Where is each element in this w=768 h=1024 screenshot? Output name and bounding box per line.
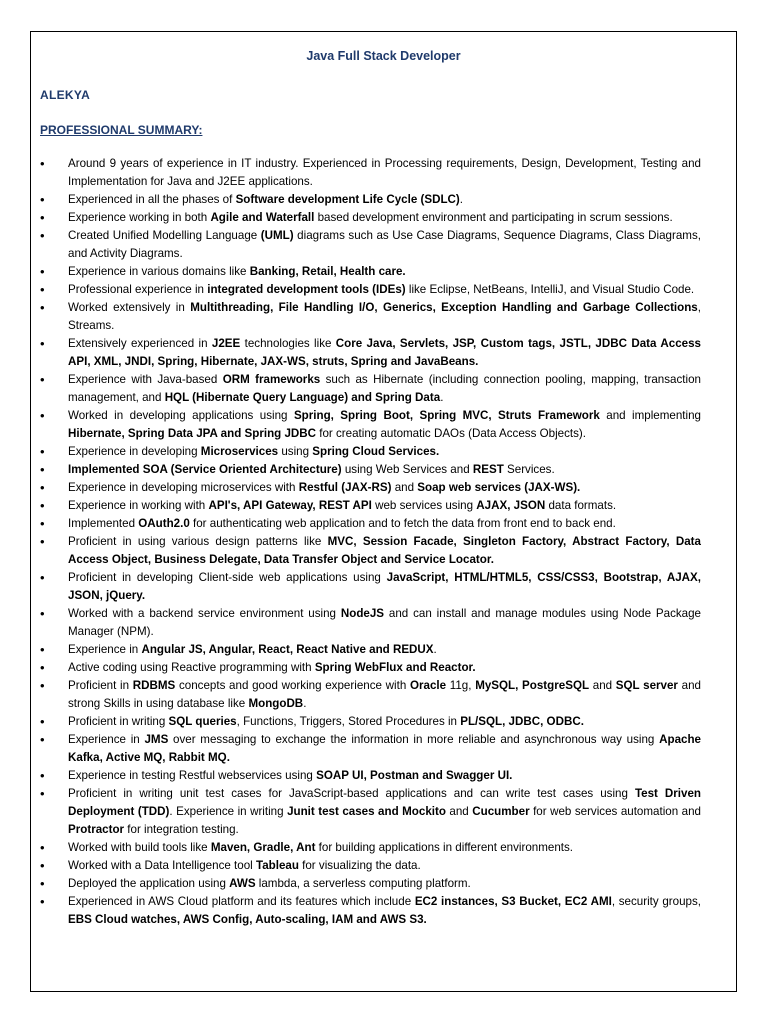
bullet-bold-text: EC2 instances, S3 Bucket, EC2 AMI <box>414 895 612 908</box>
bullet-text: Worked extensively in <box>68 301 191 314</box>
bullet-bold-text: PL/SQL, JDBC, ODBC. <box>460 715 584 728</box>
bullet-text: Active coding using Reactive programming with <box>68 661 315 674</box>
bullet-text: web services using <box>371 499 477 512</box>
bullet-bold-text: Multithreading, File Handling I/O, Generics, Exception Handling and Garbage Collections <box>190 301 698 314</box>
bullet-bold-text: Microservices <box>200 445 279 458</box>
bullet-bold-text: J2EE <box>211 337 241 350</box>
bullet-bold-text: RDBMS <box>132 679 176 692</box>
candidate-name: ALEKYA <box>40 88 91 102</box>
bullet-bold-text: MVC, Session Facade, Singleton Factory, Abstract Factory, Data Access Object, Business Delegate, Data Transfer Object and Service Locator. <box>68 535 701 566</box>
bullet-text: . <box>433 643 437 656</box>
bullet-text: Proficient in developing Client-side web applications using <box>68 571 387 584</box>
bullet-text: and <box>445 805 473 818</box>
bullet-text: Worked with a backend service environment using <box>68 607 341 620</box>
bullet-text: Worked with a Data Intelligence tool <box>68 859 256 872</box>
bullet-text: Services. <box>503 463 555 476</box>
bullet-text: Experience in working with <box>68 499 209 512</box>
bullet-text: Around 9 years of experience in IT industry. Experienced in Processing requirements, Design, Development, Testing and Implementation for Java and J2EE applications. <box>68 157 701 188</box>
bullet-bold-text: ORM frameworks <box>222 373 321 386</box>
bullet-bold-text: AWS <box>229 877 256 890</box>
summary-bullet <box>40 281 701 299</box>
bullet-text: diagrams such as Use Case Diagrams, Sequence Diagrams, Class Diagrams, and Activity Diagrams. <box>68 229 701 260</box>
bullet-text: using <box>278 445 313 458</box>
summary-bullet <box>40 713 701 731</box>
bullet-text: for visualizing the data. <box>298 859 421 872</box>
summary-bullet <box>40 155 701 191</box>
bullet-text: Experience working in both <box>68 211 211 224</box>
bullet-text: for authenticating web application and to fetch the data from front end to back end. <box>189 517 616 530</box>
bullet-bold-text: Maven, Gradle, Ant <box>210 841 316 854</box>
bullet-text: using Web Services and <box>341 463 473 476</box>
summary-bullet <box>40 461 701 479</box>
summary-bullet <box>40 497 701 515</box>
summary-bullet <box>40 335 701 371</box>
bullet-bold-text: Software development Life Cycle (SDLC) <box>235 193 460 206</box>
bullet-text: technologies like <box>240 337 336 350</box>
summary-bullet <box>40 659 701 677</box>
bullet-text: Extensively experienced in <box>68 337 212 350</box>
summary-bullet <box>40 227 701 263</box>
bullet-text: Worked in developing applications using <box>68 409 294 422</box>
summary-bullet <box>40 479 701 497</box>
bullet-bold-text: EBS Cloud watches, AWS Config, Auto-scaling, IAM and AWS S3. <box>68 913 427 926</box>
bullet-text: Worked with build tools like <box>68 841 211 854</box>
summary-bullet <box>40 191 701 209</box>
bullet-bold-text: integrated development tools (IDEs) <box>207 283 406 296</box>
bullet-bold-text: Junit test cases and Mockito <box>287 805 446 818</box>
bullet-bold-text: SQL server <box>615 679 678 692</box>
bullet-text: for integration testing. <box>124 823 239 836</box>
bullet-text: . <box>303 697 307 710</box>
bullet-text: , security groups, <box>611 895 702 908</box>
summary-bullet <box>40 767 701 785</box>
bullet-text: for web services automation and <box>529 805 702 818</box>
bullet-text: and <box>391 481 418 494</box>
bullet-text: and strong Skills in using database like <box>68 679 701 710</box>
summary-bullet <box>40 875 701 893</box>
bullet-text: , Functions, Triggers, Stored Procedures in <box>236 715 461 728</box>
bullet-text: for building applications in different environments. <box>315 841 574 854</box>
bullet-bold-text: Restful (JAX-RS) <box>298 481 392 494</box>
summary-bullet <box>40 515 701 533</box>
bullet-text: Implemented <box>68 517 139 530</box>
bullet-text: Proficient in writing unit test cases for JavaScript-based applications and can write test cases using <box>68 787 635 800</box>
bullet-text: , Streams. <box>68 301 701 332</box>
bullet-text: like Eclipse, NetBeans, IntelliJ, and Visual Studio Code. <box>405 283 695 296</box>
bullet-bold-text: SQL queries <box>168 715 237 728</box>
bullet-text: Experience in various domains like <box>68 265 250 278</box>
bullet-bold-text: Spring, Spring Boot, Spring MVC, Struts Framework <box>293 409 600 422</box>
bullet-text: over messaging to exchange the information in more reliable and asynchronous way using <box>168 733 660 746</box>
bullet-bold-text: Tableau <box>255 859 299 872</box>
summary-bullet <box>40 209 701 227</box>
bullet-text: Experienced in all the phases of <box>68 193 236 206</box>
bullet-bold-text: REST <box>472 463 504 476</box>
summary-bullet <box>40 443 701 461</box>
bullet-bold-text: HQL (Hibernate Query Language) and Spring Data <box>164 391 441 404</box>
bullet-bold-text: Spring WebFlux and Reactor. <box>314 661 476 674</box>
summary-bullet <box>40 605 701 641</box>
bullet-bold-text: Spring Cloud Services. <box>312 445 440 458</box>
bullet-bold-text: Protractor <box>68 823 125 836</box>
summary-bullet <box>40 299 701 335</box>
summary-bullet <box>40 731 701 767</box>
summary-bullet <box>40 677 701 713</box>
section-heading-professional-summary: PROFESSIONAL SUMMARY: <box>40 123 203 137</box>
bullet-text: and can install and manage modules using Node Package Manager (NPM). <box>68 607 702 638</box>
bullet-text: Experience in testing Restful webservices using <box>68 769 317 782</box>
summary-bullet <box>40 263 701 281</box>
bullet-text: such as Hibernate (including connection pooling, mapping, transaction management, and <box>68 373 701 404</box>
bullet-text: . <box>440 391 444 404</box>
bullet-text: Deployed the application using <box>68 877 230 890</box>
bullet-text: and <box>589 679 616 692</box>
bullet-bold-text: AJAX, JSON <box>476 499 546 512</box>
bullet-text: data formats. <box>545 499 617 512</box>
bullet-text: Experience in <box>68 643 142 656</box>
bullet-bold-text: Core Java, Servlets, JSP, Custom tags, JSTL, JDBC Data Access API, XML, JNDI, Spring, Hibernate, JAX-WS, struts, Spring and JavaBeans. <box>68 337 701 368</box>
summary-bullet <box>40 407 701 443</box>
bullet-text: Experience in developing <box>68 445 201 458</box>
document-title: Java Full Stack Developer <box>306 49 461 63</box>
bullet-text: Experienced in AWS Cloud platform and its features which include <box>68 895 415 908</box>
bullet-text: 11g, <box>446 679 476 692</box>
bullet-bold-text: JMS <box>144 733 169 746</box>
bullet-bold-text: Banking, Retail, Health care. <box>249 265 406 278</box>
bullet-bold-text: Apache Kafka, Active MQ, Rabbit MQ. <box>68 733 701 764</box>
summary-bullet <box>40 641 701 659</box>
bullet-bold-text: Angular JS, Angular, React, React Native and REDUX <box>141 643 434 656</box>
resume-page <box>30 31 737 992</box>
bullet-bold-text: NodeJS <box>340 607 385 620</box>
summary-bullet <box>40 857 701 875</box>
summary-bullet <box>40 371 701 407</box>
bullet-text: concepts and good working experience with <box>175 679 410 692</box>
bullet-bold-text: Agile and Waterfall <box>210 211 315 224</box>
bullet-text: Created Unified Modelling Language <box>68 229 261 242</box>
bullet-text: and implementing <box>599 409 701 422</box>
bullet-bold-text: JavaScript, HTML/HTML5, CSS/CSS3, Bootstrap, AJAX, JSON, jQuery. <box>68 571 701 602</box>
bullet-text: Experience with Java-based <box>68 373 223 386</box>
summary-bullet <box>40 893 701 929</box>
summary-bullet-list <box>40 155 701 929</box>
bullet-text: Experience in developing microservices with <box>68 481 299 494</box>
bullet-bold-text: SOAP UI, Postman and Swagger UI. <box>316 769 513 782</box>
bullet-bold-text: Test Driven Deployment (TDD) <box>68 787 701 818</box>
bullet-text: Professional experience in <box>68 283 208 296</box>
summary-bullet <box>40 839 701 857</box>
summary-bullet <box>40 533 701 569</box>
bullet-text: lambda, a serverless computing platform. <box>255 877 471 890</box>
bullet-bold-text: OAuth2.0 <box>138 517 190 530</box>
bullet-bold-text: MySQL, PostgreSQL <box>475 679 590 692</box>
bullet-text: Experience in <box>68 733 145 746</box>
bullet-bold-text: API's, API Gateway, REST API <box>208 499 372 512</box>
summary-bullet <box>40 569 701 605</box>
bullet-text: Proficient in using various design patterns like <box>68 535 328 548</box>
bullet-bold-text: Hibernate, Spring Data JPA and Spring JDBC <box>68 427 317 440</box>
bullet-text: Proficient in <box>68 679 133 692</box>
bullet-bold-text: Cucumber <box>472 805 530 818</box>
bullet-text: . <box>459 193 463 206</box>
summary-bullet <box>40 785 701 839</box>
bullet-bold-text: Implemented SOA (Service Oriented Architecture) <box>68 463 342 476</box>
bullet-text: . Experience in writing <box>169 805 288 818</box>
bullet-text: for creating automatic DAOs (Data Access Objects). <box>316 427 586 440</box>
bullet-bold-text: Soap web services (JAX-WS). <box>417 481 581 494</box>
bullet-text: based development environment and participating in scrum sessions. <box>314 211 673 224</box>
bullet-bold-text: Oracle <box>409 679 447 692</box>
bullet-bold-text: (UML) <box>260 229 294 242</box>
bullet-bold-text: MongoDB <box>248 697 304 710</box>
bullet-text: Proficient in writing <box>68 715 169 728</box>
